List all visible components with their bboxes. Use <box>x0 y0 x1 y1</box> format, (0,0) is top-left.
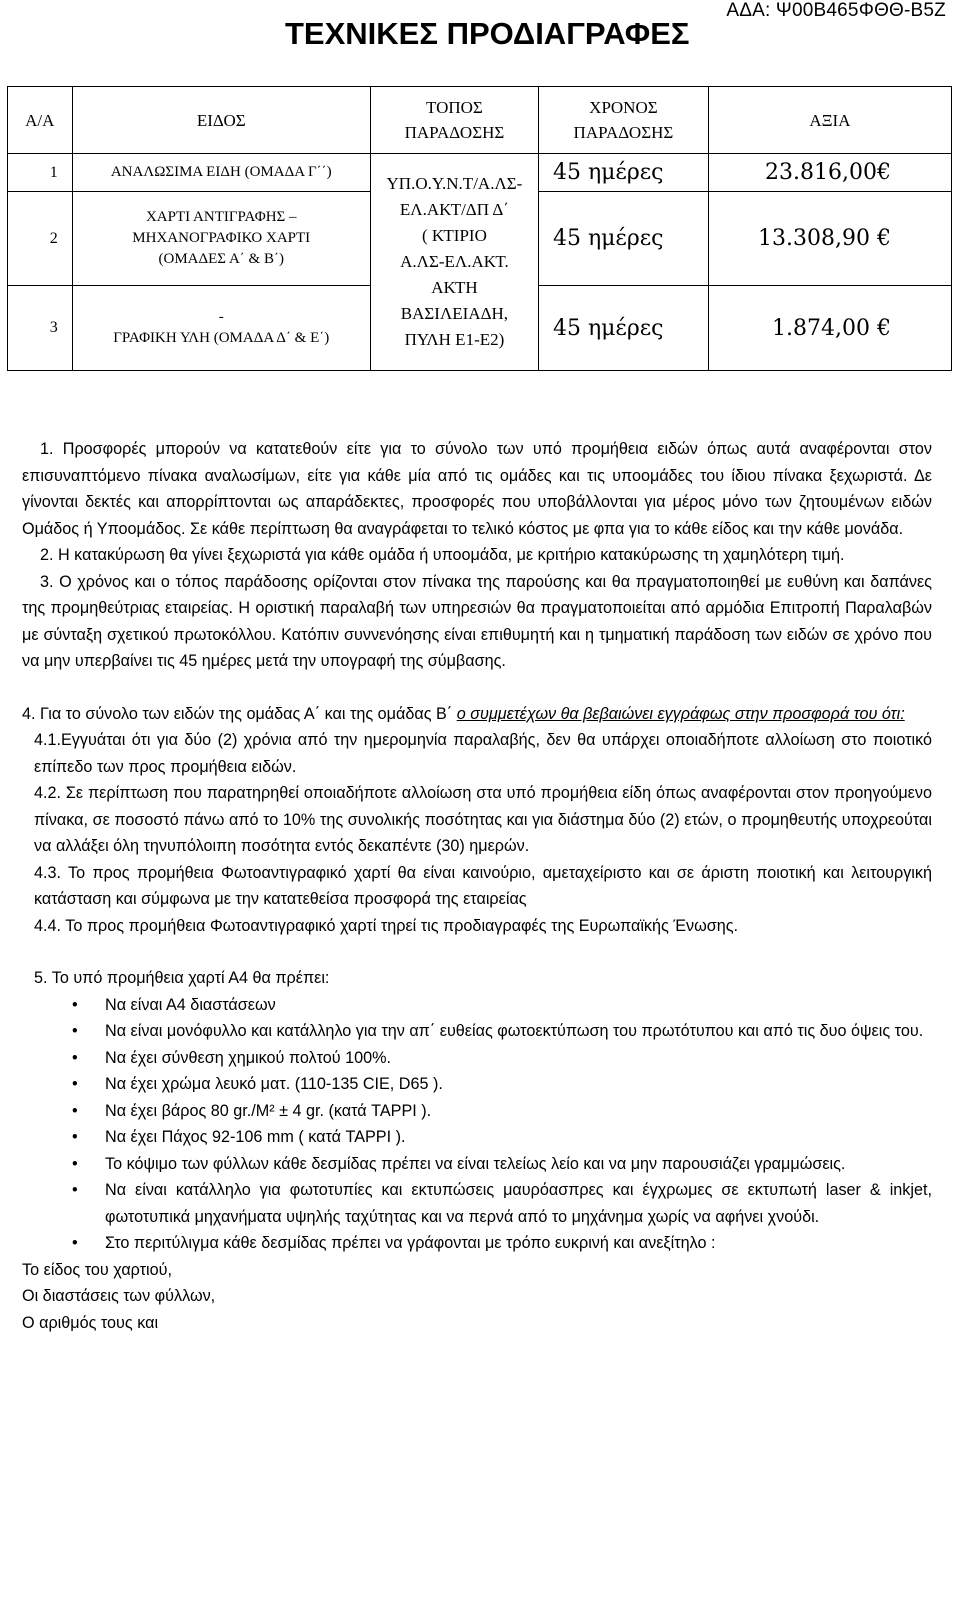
topos-cell <box>370 154 538 371</box>
row-xronos: 45 ημέρες <box>538 286 708 371</box>
list-item: • Να έχει βάρος 80 gr./M² ± 4 gr. (κατά TAPPI ). <box>22 1098 932 1125</box>
row-axia: 1.874,00 € <box>708 286 951 371</box>
paragraph-4-text: 4. Για το σύνολο των ειδών της ομάδας Α΄ και της ομάδας Β΄ <box>22 704 457 723</box>
row-eidos: ΑΝΑΛΩΣΙΜΑ ΕΙΔΗ (ΟΜΑΔΑ Γ΄΄) <box>72 154 370 192</box>
list-item: • Να είναι μονόφυλλο και κατάλληλο για την απ΄ ευθείας φωτοεκτύπωση του πρωτότυπου και από τις δυο όψεις του. <box>22 1018 932 1045</box>
row-eidos-line: (ΟΜΑΔΕΣ Α΄ & Β΄) <box>158 251 284 267</box>
row-number: 2 <box>8 192 73 286</box>
row-eidos-line: - <box>218 309 224 325</box>
header-topos-line1: ΤΟΠΟΣ <box>426 98 483 117</box>
topos-line: ΥΠ.Ο.Υ.Ν.Τ/Α.ΛΣ- <box>386 174 523 193</box>
row-axia: 13.308,90 € <box>708 192 951 286</box>
header-topos <box>370 87 538 154</box>
list-item: • Να είναι κατάλληλο για φωτοτυπίες και εκτυπώσεις μαυρόασπρες και έγχρωμες σε εκτυπωτή laser & inkjet, φωτοτυπικά μηχανήματα υψηλής ταχύτητας και να περνά από το μηχάνημα χωρίς να αφήνει χνούδι. <box>22 1177 932 1230</box>
list-item: • Να έχει χρώμα λευκό ματ. (110-135 CIE, D65 ). <box>22 1071 932 1098</box>
list-item: • Να έχει σύνθεση χημικού πολτού 100%. <box>22 1045 932 1072</box>
header-xronos-line2: ΠΑΡΑΔΟΣΗΣ <box>573 123 674 142</box>
table-row <box>8 154 952 192</box>
topos-line: ( ΚΤΙΡΙΟ <box>421 226 487 245</box>
list-item: • Να είναι Α4 διαστάσεων <box>22 992 932 1019</box>
row-axia: 23.816,00€ <box>708 154 951 192</box>
row-xronos: 45 ημέρες <box>538 154 708 192</box>
tail-line: Το είδος του χαρτιού, <box>22 1260 172 1279</box>
paragraph-4-1: 4.1.Εγγυάται ότι για δύο (2) χρόνια από την ημερομηνία παραλαβής, δεν θα υπάρχει οποιαδήποτε αλλοίωση στο ποιοτικό επίπεδο των προς προμήθεια ειδών. <box>34 731 932 776</box>
specs-table <box>7 86 952 371</box>
table-header-row <box>8 87 952 154</box>
topos-line: Α.ΛΣ-ΕΛ.ΑΚΤ. <box>400 252 509 271</box>
paragraph-4-4: 4.4. Το προς προμήθεια Φωτοαντιγραφικό χαρτί τηρεί τις προδιαγραφές της Ευρωπαϊκής Ένωσης. <box>34 916 739 935</box>
row-number: 3 <box>8 286 73 371</box>
row-eidos-line: ΜΗΧΑΝΟΓΡΑΦΙΚΟ ΧΑΡΤΙ <box>132 230 311 246</box>
header-aa: Α/Α <box>8 87 73 154</box>
paragraph-5: 5. Το υπό προμήθεια χαρτί Α4 θα πρέπει: <box>34 969 330 987</box>
paragraph-4 <box>22 701 932 728</box>
tail-line: Ο αριθμός τους και <box>22 1313 159 1332</box>
paragraph-4-2: 4.2. Σε περίπτωση που παρατηρηθεί οποιαδήποτε αλλοίωση στα υπό προμήθεια είδη όπως αναφέρονται στον προηγούμενο πίνακα, σε ποσοστό πάνω από το 10% της συνολικής ποσότητας και για διάστημα δύο (2) ετών, ο προμηθευτής υποχρεούται να αλλάξει όλη τηνυπόλοιπη ποσότητα εντός δεκαπέντε (30) ημερών. <box>34 784 932 855</box>
list-item: • Το κόψιμο των φύλλων κάθε δεσμίδας πρέπει να είναι τελείως λείο και να μην παρουσιάζει γραμμώσεις. <box>22 1151 932 1178</box>
page-title: ΤΕΧΝΙΚΕΣ ΠΡΟΔΙΑΓΡΑΦΕΣ <box>285 16 690 51</box>
paragraph-4-3: 4.3. Το προς προμήθεια Φωτοαντιγραφικό χαρτί θα είναι καινούριο, αμεταχείριστο και σε άριστη ποιοτική και λειτουργική κατάσταση και σύμφωνα με την κατατεθείσα προσφορά της εταιρείας <box>34 863 932 908</box>
topos-line: ΑΚΤΗ <box>431 278 478 297</box>
paragraph-1: 1. Προσφορές μπορούν να κατατεθούν είτε για το σύνολο των υπό προμήθεια ειδών όπως αυτά αναφέρονται στον επισυναπτόμενο πίνακα αναλωσίμων, είτε για κάθε μία από τις ομάδες και τις υποομάδες του ίδιου πίνακα ξεχωριστά. Δε γίνονται δεκτές και απορρίπτονται ως απαράδεκτες, προσφορές που υποβάλλονται για μέρος μόνο των ζητουμένων ειδών Ομάδος ή Υποομάδος. Σε κάθε περίπτωση θα αναγράφεται το τελικό κόστος με φπα για το κάθε είδος και την κάθε μονάδα. <box>22 440 932 538</box>
row-xronos: 45 ημέρες <box>538 192 708 286</box>
header-topos-line2: ΠΑΡΑΔΟΣΗΣ <box>404 123 505 142</box>
row-eidos-line: ΓΡΑΦΙΚΗ ΥΛΗ (ΟΜΑΔΑ Δ΄ & Ε΄) <box>113 330 330 346</box>
body-text <box>22 436 932 1336</box>
requirements-list <box>22 992 932 1257</box>
header-axia: ΑΞΙΑ <box>708 87 951 154</box>
topos-line: ΕΛ.ΑΚΤ/ΔΠ Δ΄ <box>399 200 509 219</box>
paragraph-2: 2. Η κατακύρωση θα γίνει ξεχωριστά για κάθε ομάδα ή υποομάδα, με κριτήριο κατακύρωσης τη χαμηλότερη τιμή. <box>40 546 845 564</box>
list-item: • Στο περιτύλιγμα κάθε δεσμίδας πρέπει να γράφονται με τρόπο ευκρινή και ανεξίτηλο : <box>22 1230 932 1257</box>
paragraph-3: 3. Ο χρόνος και ο τόπος παράδοσης ορίζονται στον πίνακα της παρούσης και θα πραγματοποιηθεί με ευθύνη και δαπάνες της προμηθεύτριας εταιρείας. Η οριστική παραλαβή των υπηρεσιών θα πραγματοποιείται από αρμόδια Επιτροπή Παραλαβών με σύνταξη σχετικού πρωτοκόλλου. Κατόπιν συννενόησης είναι επιθυμητή και η τμηματική παράδοση των ειδών σε χρόνο που να μην υπερβαίνει τις 45 ημέρες μετά την υπογραφή της σύμβασης. <box>22 572 932 670</box>
tail-line: Οι διαστάσεις των φύλλων, <box>22 1287 216 1305</box>
topos-line: ΒΑΣΙΛΕΙΑΔΗ, <box>400 304 509 323</box>
header-xronos-line1: ΧΡΟΝΟΣ <box>589 98 658 117</box>
header-eidos: ΕΙΔΟΣ <box>72 87 370 154</box>
header-xronos <box>538 87 708 154</box>
ada-code: ΑΔΑ: Ψ00Β465ΦΘΘ-Β5Ζ <box>726 0 946 21</box>
row-number: 1 <box>8 154 73 192</box>
row-eidos-line: ΧΑΡΤΙ ΑΝΤΙΓΡΑΦΗΣ – <box>145 209 297 225</box>
paragraph-4-emphasis: ο συμμετέχων θα βεβαιώνει εγγράφως στην προσφορά του ότι: <box>456 704 905 723</box>
row-eidos <box>72 286 370 371</box>
row-eidos <box>72 192 370 286</box>
list-item: • Να έχει Πάχος 92-106 mm ( κατά TAPPI ). <box>22 1124 932 1151</box>
topos-line: ΠΥΛΗ Ε1-Ε2) <box>404 330 505 349</box>
